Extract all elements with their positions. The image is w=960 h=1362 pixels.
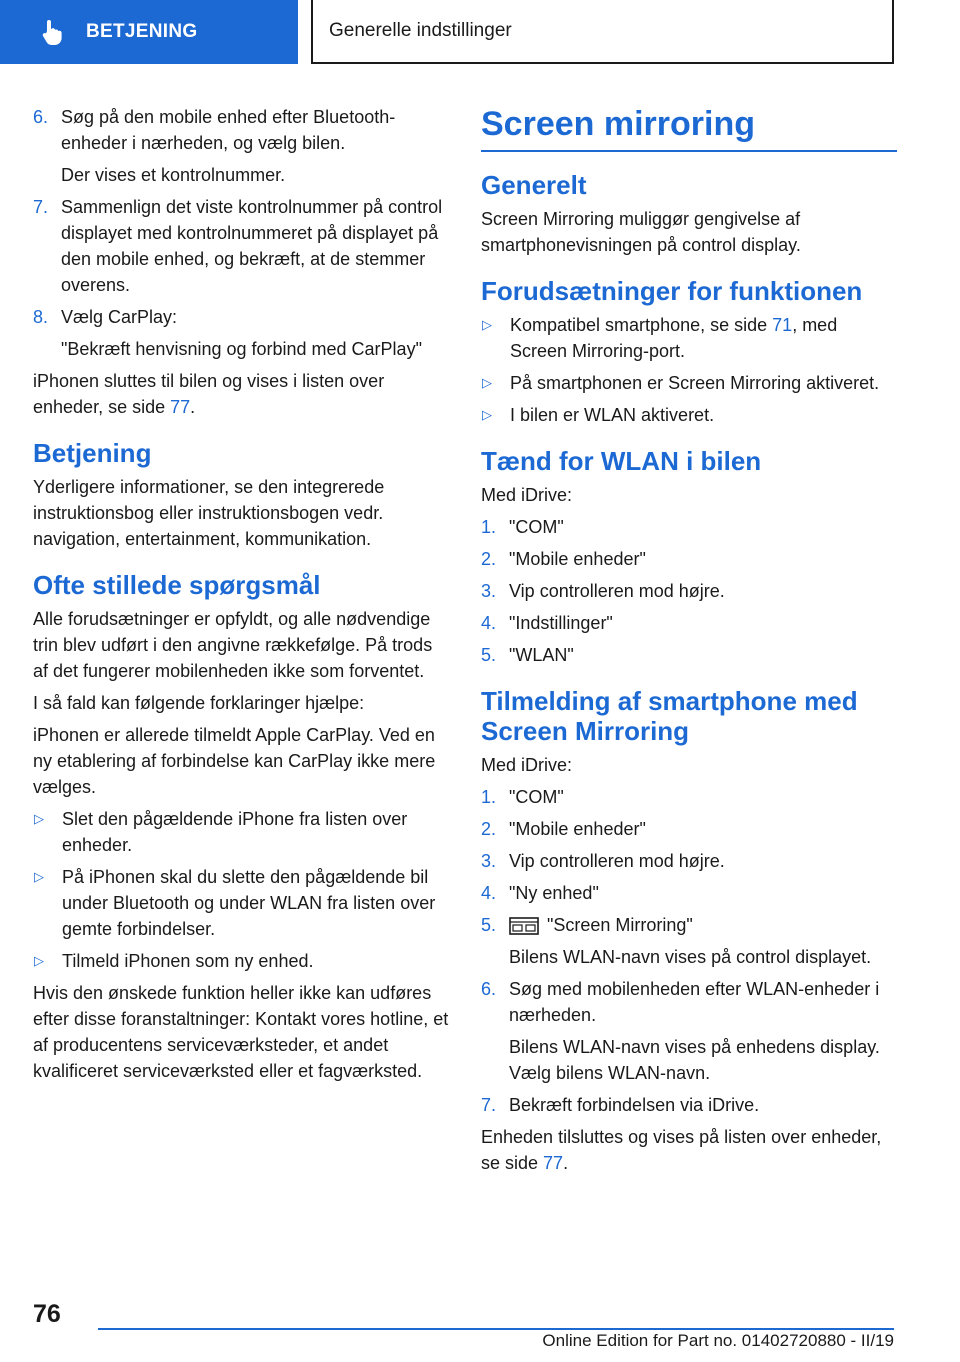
- section-tab: [0, 0, 298, 64]
- list-item: 8. Vælg CarPlay:: [33, 307, 178, 327]
- list-item: 3. Vip controlleren mod højre.: [481, 851, 725, 871]
- page-link[interactable]: 77: [543, 1153, 564, 1173]
- heading-betjening: Betjening: [33, 438, 152, 468]
- section-title: BETJENING: [86, 21, 198, 42]
- heading-tilmelding: Tilmelding af smartphone med Screen Mirroring: [481, 686, 858, 746]
- list-item: 6. Søg på den mobile enhed efter Bluetooth-enheder i nærheden, og vælg bilen.: [33, 107, 396, 153]
- heading-faq: Ofte stillede spørgsmål: [33, 570, 321, 600]
- paragraph: Alle forudsætninger er opfyldt, og alle nødvendige trin blev udført i den angivne rækkefølge. På trods af det fungerer mobilenheden ikke som forventet.: [33, 609, 433, 681]
- heading-wlan: Tænd for WLAN i bilen: [481, 446, 762, 476]
- page-link[interactable]: 71: [772, 315, 793, 335]
- triangle-bullet-icon: ▷: [34, 953, 44, 968]
- list-item: 5. "Screen Mirroring": [481, 915, 693, 935]
- paragraph: Screen Mirroring muliggør gengivelse af smartphonevisningen på control display.: [481, 209, 801, 255]
- triangle-bullet-icon: ▷: [482, 375, 492, 390]
- list-item: 3. Vip controlleren mod højre.: [481, 581, 725, 601]
- chapter-title: Generelle indstillinger: [329, 20, 512, 41]
- list-item: 2. "Mobile enheder": [481, 819, 646, 839]
- bullet-item: ▷ På smartphonen er Screen Mirroring aktiveret.: [481, 370, 897, 396]
- left-column: [33, 104, 451, 1090]
- hand-pointer-icon: [38, 17, 68, 47]
- paragraph: iPhonen er allerede tilmeldt Apple CarPlay. Ved en ny etablering af forbindelse kan CarPlay ikke mere vælges.: [33, 725, 436, 797]
- bullet-item: ▷ Kompatibel smartphone, se side 71, med Screen Mirroring-port.: [481, 312, 897, 364]
- page-number: 76: [33, 1300, 61, 1328]
- step-note: Bilens WLAN-navn vises på control displayet.: [509, 947, 872, 967]
- page-link[interactable]: 77: [170, 397, 191, 417]
- footer-divider: [98, 1328, 894, 1330]
- screen-mirroring-icon: [509, 916, 539, 936]
- page-title: Screen mirroring: [481, 104, 897, 152]
- list-item: 4. "Ny enhed": [481, 883, 599, 903]
- bullet-item: ▷ Slet den pågældende iPhone fra listen over enheder.: [33, 806, 451, 858]
- paragraph: I så fald kan følgende forklaringer hjælpe:: [33, 693, 365, 713]
- bullet-item: ▷ I bilen er WLAN aktiveret.: [481, 402, 897, 428]
- step-note: Bilens WLAN-navn vises på enhedens display. Vælg bilens WLAN-navn.: [509, 1037, 880, 1083]
- list-item: 2. "Mobile enheder": [481, 549, 646, 569]
- paragraph: Enheden tilsluttes og vises på listen over enheder, se side 77.: [481, 1127, 882, 1173]
- list-item: 1. "COM": [481, 517, 564, 537]
- list-item: 6. Søg med mobilenheden efter WLAN-enheder i nærheden.: [481, 979, 880, 1025]
- triangle-bullet-icon: ▷: [482, 407, 492, 422]
- heading-generelt: Generelt: [481, 170, 587, 200]
- list-item: 4. "Indstillinger": [481, 613, 613, 633]
- paragraph: iPhonen sluttes til bilen og vises i listen over enheder, se side 77.: [33, 371, 385, 417]
- list-item: 7. Bekræft forbindelsen via iDrive.: [481, 1095, 760, 1115]
- paragraph: Yderligere informationer, se den integrerede instruktionsbog eller instruktionsbogen vedr. navigation, entertainment, kommunikation.: [33, 477, 385, 549]
- right-column: [481, 104, 897, 1182]
- heading-forudsaetninger: Forudsætninger for funktionen: [481, 276, 863, 306]
- triangle-bullet-icon: ▷: [482, 317, 492, 332]
- paragraph: Med iDrive:: [481, 485, 573, 505]
- footer-edition: Online Edition for Part no. 01402720880 - II/19: [542, 1331, 894, 1350]
- list-item: 1. "COM": [481, 787, 564, 807]
- list-item: 5. "WLAN": [481, 645, 574, 665]
- step-note: "Bekræft henvisning og forbind med CarPlay": [61, 339, 422, 359]
- paragraph: Hvis den ønskede funktion heller ikke kan udføres efter disse foranstaltninger: Kontakt vores hotline, et af producentens serviceværksteder, et andet kvalificeret serviceværksted eller et fagværksted.: [33, 983, 449, 1081]
- bullet-item: ▷ Tilmeld iPhonen som ny enhed.: [33, 948, 451, 974]
- list-item: 7. Sammenlign det viste kontrolnummer på control displayet med kontrolnummeret på displayet på den mobile enhed, og bekræft, at de stemmer overens.: [33, 197, 443, 295]
- chapter-header: [311, 0, 894, 64]
- paragraph: Med iDrive:: [481, 755, 573, 775]
- triangle-bullet-icon: ▷: [34, 869, 44, 884]
- triangle-bullet-icon: ▷: [34, 811, 44, 826]
- step-note: Der vises et kontrolnummer.: [61, 165, 286, 185]
- bullet-item: ▷ På iPhonen skal du slette den pågældende bil under Bluetooth og under WLAN fra listen over gemte forbindelser.: [33, 864, 451, 942]
